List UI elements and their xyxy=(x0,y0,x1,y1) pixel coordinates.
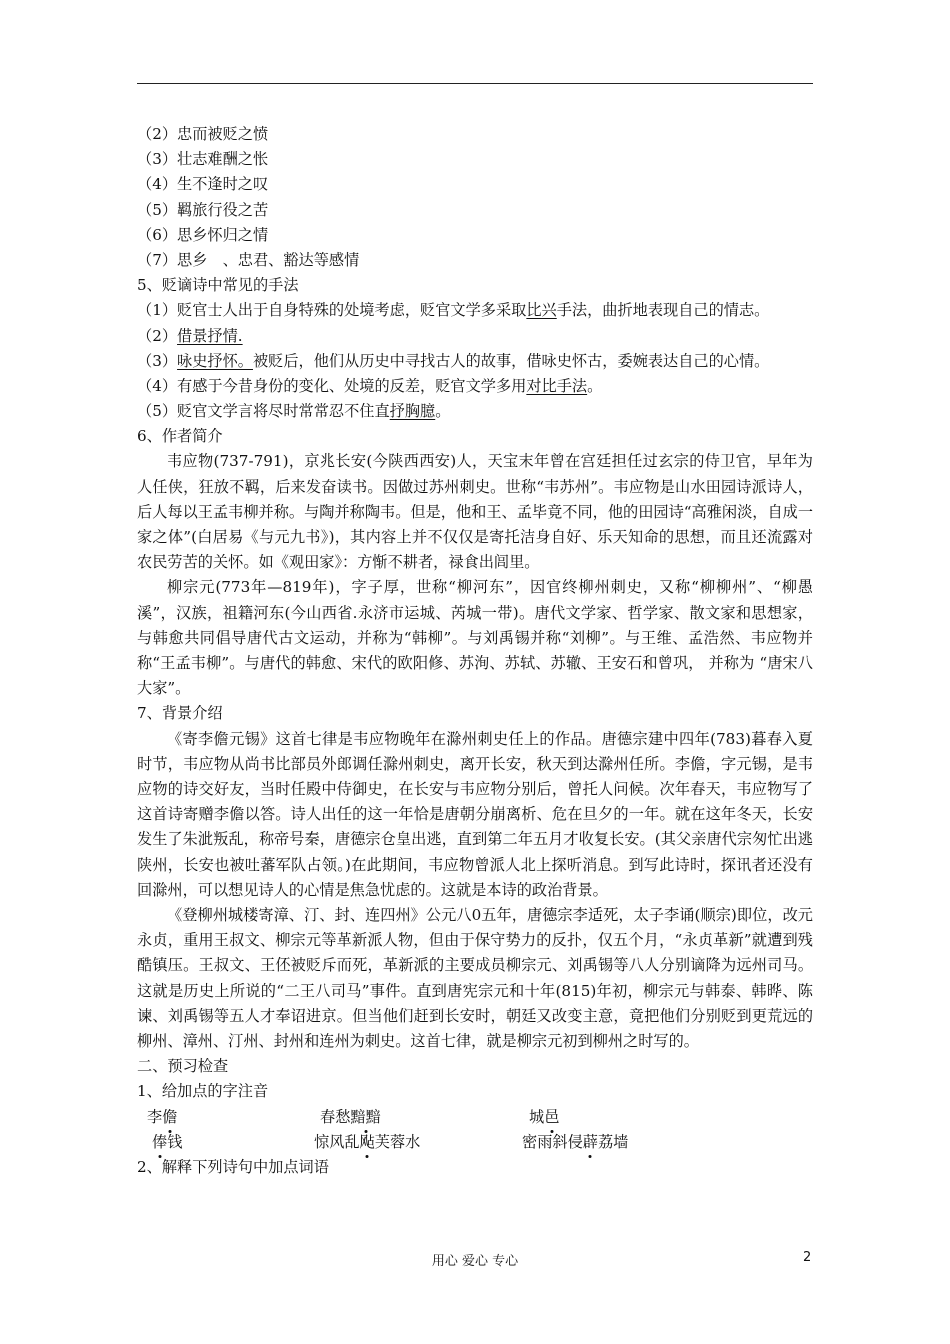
list-item: （5）羁旅行役之苦 xyxy=(137,200,269,219)
section-heading-author: 6、作者简介 xyxy=(137,427,223,446)
part-heading-preview: 二、预习检查 xyxy=(137,1057,229,1076)
underlined-term: 比兴 xyxy=(526,301,557,320)
paragraph-wei-yingwu: 韦应物(737-791)，京兆长安(今陕西西安)人，天宝末年曾在宫廷担任过玄宗的侍卫官，早年为人任侠，狂放不羁，后来发奋读书。因做过苏州刺史。世称“韦苏州”。韦应物是山水田园诗派诗人，后人每以王孟韦柳并称。与陶并称陶韦。但是，他和王、孟毕竟不同，他的田园诗“高雅闲淡，自成一家之体”(白居易《与元九书》)，其内容上并不仅仅是寄托洁身自好、乐天知命的思想，而且还流露对农民劳苦的关怀。如《观田家》：方惭不耕者，禄食出闾里。 xyxy=(137,452,814,572)
word-item: 城邑 xyxy=(529,1105,559,1130)
word-item: 春愁黯黯 xyxy=(320,1105,381,1130)
footer-motto: 用心 爱心 专心 xyxy=(431,1254,519,1269)
list-item: （6）思乡怀归之情 xyxy=(137,225,269,244)
section-heading-background: 7、背景介绍 xyxy=(137,704,223,723)
header-rule xyxy=(137,83,813,84)
technique-item: （1）贬官士人出于自身特殊的处境考虑，贬官文学多采取比兴手法，曲折地表现自己的情志。 xyxy=(137,301,770,320)
technique-item: （2）借景抒情. xyxy=(137,326,243,345)
paragraph-background-2: 《登柳州城楼寄漳、汀、封、连四州》公元八0五年，唐德宗李适死，太子李诵(顺宗)即位，改元永贞，重用王叔文、柳宗元等革新派人物，但由于保守势力的反扑，仅五个月，“永贞革新”就遭到残酷镇压。王叔文、王伾被贬斥而死，革新派的主要成员柳宗元、刘禹锡等八人分别谪降为远州司马。这就是历史上所说的“二王八司马”事件。直到唐宪宗元和十年(815)年初，柳宗元与韩泰、韩晔、陈谏、刘禹锡等五人才奉诏进京。但当他们赶到长安时，朝廷又改变主意，竟把他们分别贬到更荒远的柳州、漳州、汀州、封州和连州为刺史。这首七律，就是柳宗元初到柳州之时写的。 xyxy=(137,906,813,1051)
underlined-term: 对比手法 xyxy=(526,376,588,395)
list-item: （2）忠而被贬之愤 xyxy=(137,125,269,143)
pinyin-row xyxy=(137,1130,813,1155)
list-item: （7）思乡 、忠君、豁达等感情 xyxy=(137,250,360,269)
word-item: 惊风乱飐芙蓉水 xyxy=(314,1130,420,1155)
question-2: 2、解释下列诗句中加点词语 xyxy=(137,1158,329,1177)
paragraph-background-1: 《寄李儋元锡》这首七律是韦应物晚年在滁州刺史任上的作品。唐德宗建中四年(783)暮春入夏时节，韦应物从尚书比部员外郎调任滁州刺史，离开长安，秋天到达滁州任所。李儋，字元锡，是韦应物的诗交好友，当时任殿中侍御史，在长安与韦应物分别后，曾托人问候。次年春天，韦应物写了这首诗寄赠李儋以答。诗人出任的这一年恰是唐朝分崩离析、危在旦夕的一年。就在这年冬天，长安发生了朱泚叛乱，称帝号秦，唐德宗仓皇出逃，直到第二年五月才收复长安。(其父亲唐代宗匆忙出逃陕州，长安也被吐蕃军队占领。)在此期间，韦应物曾派人北上探听消息。到写此诗时，探讯者还没有回滁州，可以想见诗人的心情是焦急忧虑的。这就是本诗的政治背景。 xyxy=(137,729,813,899)
pinyin-row xyxy=(137,1105,813,1130)
page-content xyxy=(137,122,813,1180)
underlined-term: 咏史抒怀。 xyxy=(177,351,253,370)
technique-item: （4）有感于今昔身份的变化、处境的反差，贬官文学多用对比手法。 xyxy=(137,376,603,395)
list-item: （3）壮志难酬之怅 xyxy=(137,150,269,169)
page-number: 2 xyxy=(803,1250,812,1265)
word-item: 密雨斜侵薜荔墙 xyxy=(522,1130,628,1155)
underlined-term: 借景抒情. xyxy=(177,326,243,345)
technique-item: （3）咏史抒怀。被贬后，他们从历史中寻找古人的故事，借咏史怀古，委婉表达自己的心情。 xyxy=(137,351,770,370)
word-item: 俸钱 xyxy=(152,1130,182,1155)
paragraph-liu-zongyuan: 柳宗元(773年—819年)，字子厚，世称“柳河东”，因官终柳州刺史，又称“柳柳州”、“柳愚溪”，汉族，祖籍河东(今山西省.永济市运城、芮城一带)。唐代文学家、哲学家、散文家和思想家，与韩愈共同倡导唐代古文运动，并称为“韩柳”。与刘禹锡并称“刘柳”。与王维、孟浩然、韦应物并称“王孟韦柳”。与唐代的韩愈、宋代的欧阳修、苏洵、苏轼、苏辙、王安石和曾巩， 并称为 “唐宋八大家”。 xyxy=(137,578,813,698)
question-1: 1、给加点的字注音 xyxy=(137,1082,269,1101)
technique-item: （5）贬官文学言将尽时常常忍不住直抒胸臆。 xyxy=(137,402,451,421)
word-item: 李儋 xyxy=(147,1105,177,1130)
section-heading-techniques: 5、贬谪诗中常见的手法 xyxy=(137,276,299,295)
underlined-term: 抒胸臆 xyxy=(389,402,436,421)
list-item: （4）生不逢时之叹 xyxy=(137,175,269,194)
